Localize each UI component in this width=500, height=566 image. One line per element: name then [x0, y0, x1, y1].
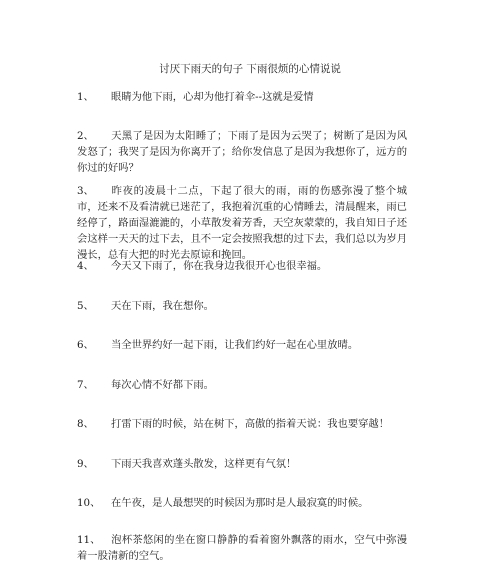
item-text: 每次心情不好都下雨。	[111, 379, 214, 391]
page-title: 讨厌下雨天的句子 下雨很烦的心情说说	[159, 63, 341, 75]
item-text: 眼睛为他下雨，心却为他打着伞--这就是爱情	[111, 91, 314, 103]
item-number: 1、	[77, 91, 94, 103]
item-text: 泡杯茶悠闲的坐在窗口静静的看着窗外飘落的雨水，空气中弥漫着一股清新的空气。	[77, 534, 407, 562]
item-number: 11、	[77, 534, 101, 546]
list-item	[77, 377, 407, 393]
list-item	[77, 416, 407, 432]
item-number: 10、	[77, 497, 101, 509]
item-text: 在午夜，是人最想哭的时候因为那时是人最寂寞的时候。	[111, 497, 369, 509]
item-text: 今天又下雨了，你在我身边我很开心也很幸福。	[111, 260, 328, 272]
list-item	[77, 183, 407, 263]
list-item	[77, 532, 407, 564]
item-number: 2、	[77, 130, 94, 142]
item-text: 昨夜的凌晨十二点，下起了很大的雨，雨的伤感弥漫了整个城市，还来不及看清就已迷茫了，我抱着沉重的心情睡去，清晨醒来，雨已经停了，路面湿漉漉的，小草散发着芳香，天空灰蒙蒙的，我自知日子还会这样一天天的过下去，且不一定会按照我想的过下去，我们总以为岁月漫长，总有大把的时光去原谅和挽回。	[77, 185, 407, 261]
list-item	[77, 128, 407, 176]
item-text: 打雷下雨的时候，站在树下，高傲的指着天说：我也要穿越！	[111, 418, 390, 430]
list-item	[77, 298, 407, 314]
item-text: 当全世界约好一起下雨，让我们约好一起在心里放晴。	[111, 339, 359, 351]
item-number: 7、	[77, 379, 94, 391]
item-text: 下雨天我喜欢蓬头散发，这样更有气氛！	[111, 458, 297, 470]
list-item	[77, 337, 407, 353]
item-number: 9、	[77, 458, 94, 470]
item-number: 6、	[77, 339, 94, 351]
item-number: 5、	[77, 300, 94, 312]
list-item	[77, 456, 407, 472]
item-number: 4、	[77, 260, 94, 272]
item-number: 8、	[77, 418, 94, 430]
item-number: 3、	[77, 185, 94, 197]
list-item	[77, 89, 407, 105]
list-item	[77, 258, 407, 274]
item-text: 天黑了是因为太阳睡了；下雨了是因为云哭了；树断了是因为风发怒了；我哭了是因为你离开了；给你发信息了是因为我想你了，远方的你过的好吗？	[77, 130, 407, 174]
item-text: 天在下雨，我在想你。	[111, 300, 214, 312]
list-item	[77, 495, 407, 511]
